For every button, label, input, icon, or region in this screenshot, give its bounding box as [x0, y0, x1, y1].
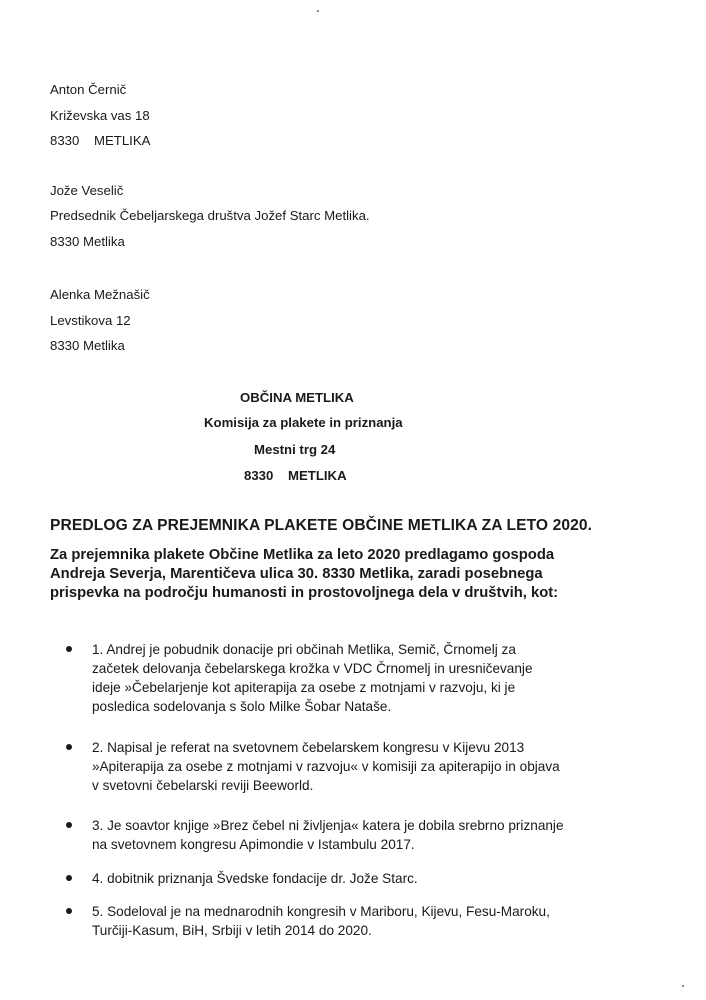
sender-2-role: Predsednik Čebeljarskega društva Jožef Starc Metlika. — [50, 208, 370, 223]
recipient-street: Mestni trg 24 — [254, 442, 336, 457]
list-item-line: začetek delovanja čebelarskega krožka v VDC Črnomelj in uresničevanje — [92, 661, 533, 676]
sender-3-city: 8330 Metlika — [50, 338, 125, 353]
sender-3-street: Levstikova 12 — [50, 313, 131, 328]
list-item-line: 5. Sodeloval je na mednarodnih kongresih v Mariboru, Kijevu, Fesu-Maroku, — [92, 904, 550, 919]
recipient-city: 8330 METLIKA — [244, 468, 347, 483]
sender-2-city: 8330 Metlika — [50, 234, 125, 249]
list-item-text — [92, 869, 596, 888]
list-item-line: na svetovnem kongresu Apimondie v Istambulu 2017. — [92, 837, 415, 852]
sender-1-city: 8330 METLIKA — [50, 133, 151, 148]
list-item-line: v svetovni čebelarski reviji Beeworld. — [92, 778, 314, 793]
list-item-line: posledica sodelovanja s šolo Milke Šobar Nataše. — [92, 699, 392, 714]
sender-1-street: Križevska vas 18 — [50, 108, 150, 123]
list-item-line: ideje »Čebelarjenje kot apiterapija za osebe z motnjami v razvoju, ki je — [92, 680, 516, 695]
list-item-text — [92, 738, 596, 795]
list-item-line: 2. Napisal je referat na svetovnem čebelarskem kongresu v Kijevu 2013 — [92, 740, 525, 755]
list-item-line: Turčiji-Kasum, BiH, Srbiji v letih 2014 do 2020. — [92, 923, 372, 938]
list-item-line: 1. Andrej je pobudnik donacije pri občinah Metlika, Semič, Črnomelj za — [92, 642, 516, 657]
list-item-line: »Apiterapija za osebe z motnjami v razvoju« v komisiji za apiterapijo in objava — [92, 759, 560, 774]
scan-speck — [317, 10, 319, 12]
list-item-text — [92, 640, 596, 716]
scan-speck — [682, 985, 684, 987]
recipient-department: Komisija za plakete in priznanja — [204, 415, 403, 430]
bullet-icon — [66, 822, 72, 828]
bullet-icon — [66, 646, 72, 652]
bullet-icon — [66, 744, 72, 750]
intro-paragraph — [50, 546, 605, 603]
list-item-line: 3. Je soavtor knjige »Brez čebel ni življenja« katera je dobila srebrno priznanje — [92, 818, 564, 833]
list-item-text — [92, 816, 596, 854]
bullet-icon — [66, 908, 72, 914]
sender-1-name: Anton Černič — [50, 82, 127, 97]
intro-line-1: Za prejemnika plakete Občine Metlika za leto 2020 predlagamo gospoda — [50, 547, 555, 563]
recipient-name: OBČINA METLIKA — [240, 390, 354, 405]
sender-3-name: Alenka Mežnašič — [50, 287, 150, 302]
list-item-line: 4. dobitnik priznanja Švedske fondacije dr. Jože Starc. — [92, 871, 418, 886]
document-title: PREDLOG ZA PREJEMNIKA PLAKETE OBČINE METLIKA ZA LETO 2020. — [50, 517, 593, 534]
intro-line-3: prispevka na področju humanosti in prostovoljnega dela v društvih, kot: — [50, 585, 559, 601]
sender-2-name: Jože Veselič — [50, 183, 124, 198]
intro-line-2: Andreja Severja, Marentičeva ulica 30. 8330 Metlika, zaradi posebnega — [50, 566, 543, 582]
bullet-icon — [66, 875, 72, 881]
list-item-text — [92, 902, 596, 940]
